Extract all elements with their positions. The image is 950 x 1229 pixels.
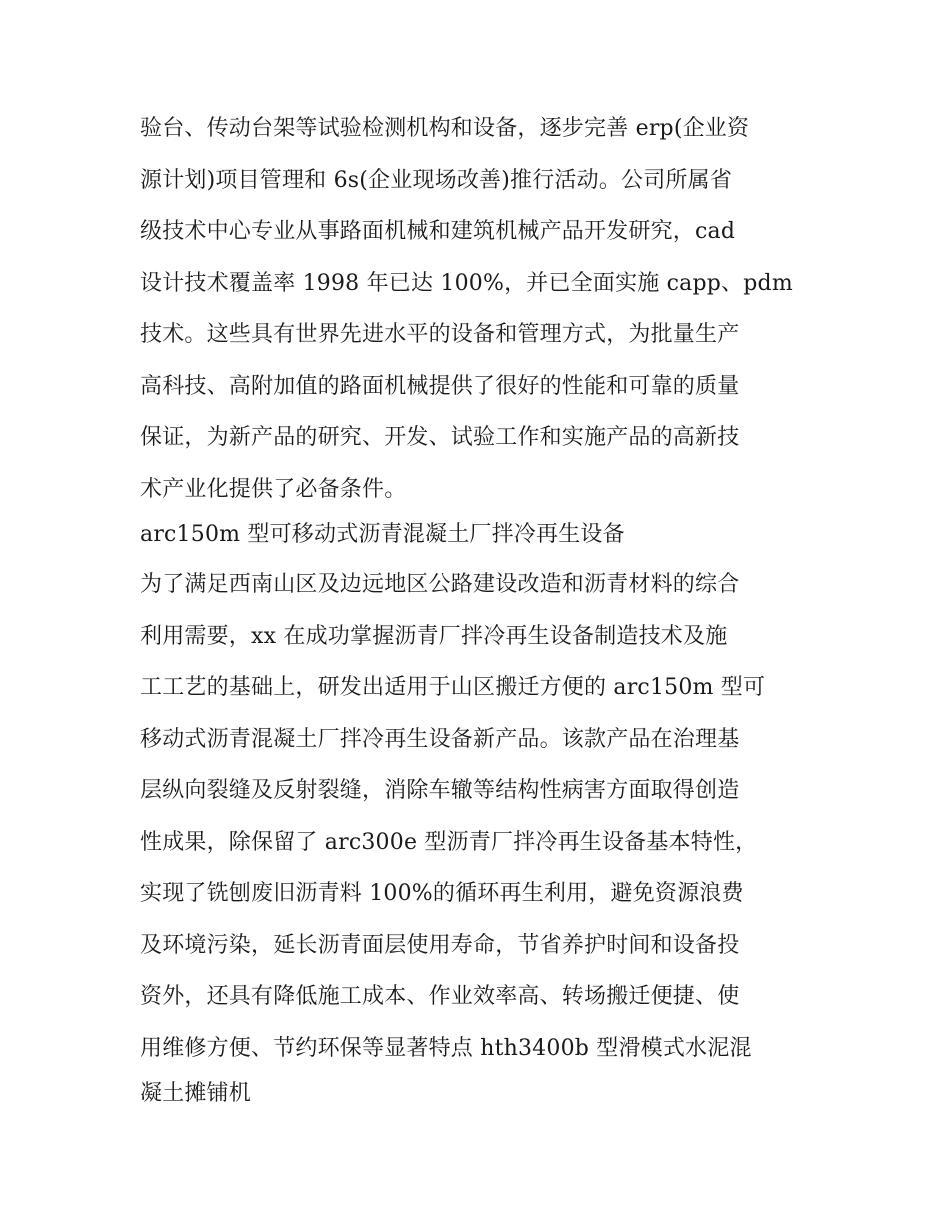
paragraph-2-line-2: 利用需要，xx 在成功掌握沥青厂拌冷再生设备制造技术及施	[140, 624, 728, 649]
paragraph-1-line-2: 源计划)项目管理和 6s(企业现场改善)推行活动。公司所属省	[140, 168, 733, 193]
paragraph-1-line-7: 保证，为新产品的研究、开发、试验工作和实施产品的高新技	[140, 425, 740, 450]
paragraph-2-line-1: 为了满足西南山区及边远地区公路建设改造和沥青材料的综合	[140, 572, 740, 597]
paragraph-2-line-5: 层纵向裂缝及反射裂缝，消除车辙等结构性病害方面取得创造	[140, 778, 740, 803]
paragraph-2-line-11: 凝土摊铺机	[140, 1081, 252, 1106]
paragraph-1-line-5: 技术。这些具有世界先进水平的设备和管理方式，为批量生产	[140, 322, 740, 347]
paragraph-1-line-3: 级技术中心专业从事路面机械和建筑机械产品开发研究，cad	[140, 219, 736, 244]
paragraph-2-line-6: 性成果，除保留了 arc300e 型沥青厂拌冷再生设备基本特性，	[140, 830, 758, 855]
paragraph-2-line-8: 及环境污染，延长沥青面层使用寿命，节省养护时间和设备投	[140, 933, 740, 958]
paragraph-2-line-3: 工工艺的基础上，研发出适用于山区搬迁方便的 arc150m 型可	[140, 675, 766, 700]
paragraph-2-line-7: 实现了铣刨废旧沥青料 100%的循环再生利用，避免资源浪费	[140, 881, 744, 906]
paragraph-1-line-1: 验台、传动台架等试验检测机构和设备，逐步完善 erp(企业资	[140, 116, 750, 141]
paragraph-2-line-4: 移动式沥青混凝土厂拌冷再生设备新产品。该款产品在治理基	[140, 727, 740, 752]
paragraph-1-line-8: 术产业化提供了必备条件。	[140, 477, 407, 502]
paragraph-2-line-10: 用维修方便、节约环保等显著特点 hth3400b 型滑模式水泥混	[140, 1036, 752, 1061]
paragraph-1-line-4: 设计技术覆盖率 1998 年已达 100%，并已全面实施 capp、pdm	[140, 271, 793, 296]
section-heading: arc150m 型可移动式沥青混凝土厂拌冷再生设备	[140, 522, 625, 547]
paragraph-1-line-6: 高科技、高附加值的路面机械提供了很好的性能和可靠的质量	[140, 374, 740, 399]
paragraph-2-line-9: 资外，还具有降低施工成本、作业效率高、转场搬迁便捷、使	[140, 984, 740, 1009]
